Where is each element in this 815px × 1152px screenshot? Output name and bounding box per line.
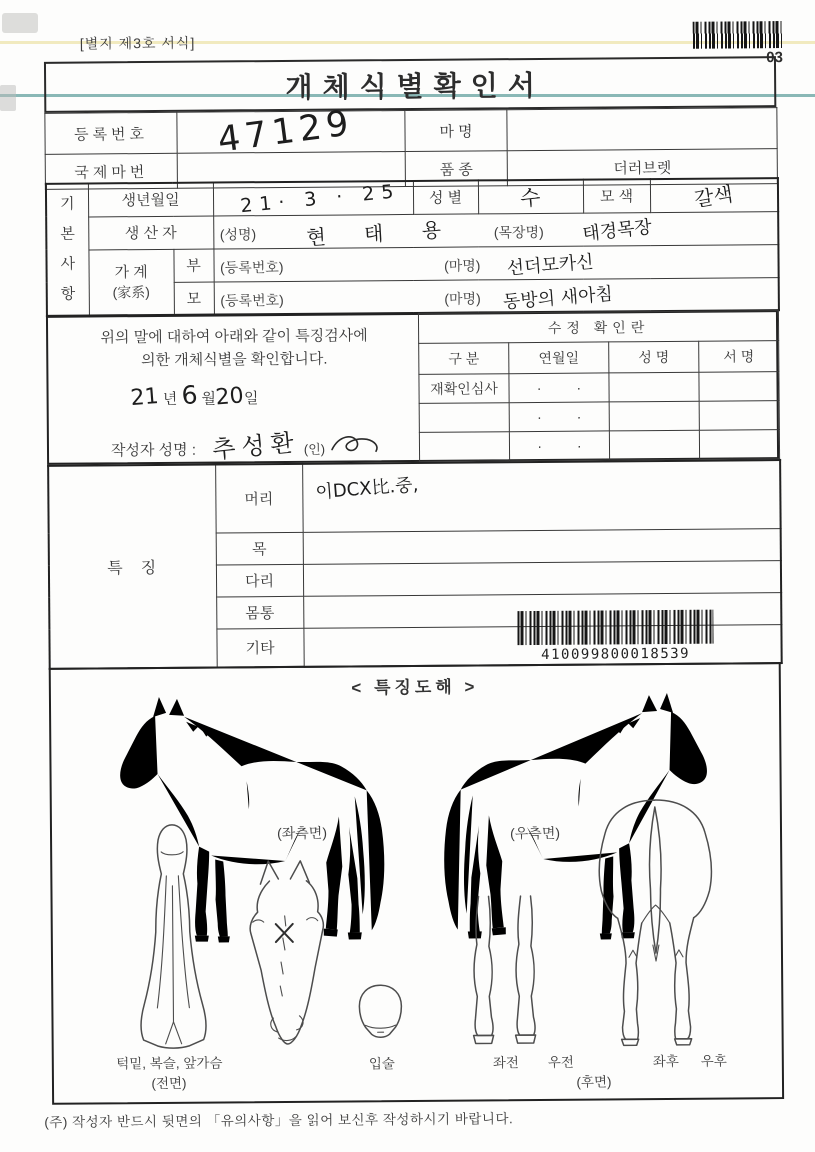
col-header-type: 구 분 — [419, 343, 509, 375]
front-right-leg-label: 우전 — [547, 1054, 574, 1070]
form-reference: [별지 제3호 서식] — [79, 34, 196, 52]
feature-head-label: 머리 — [215, 464, 303, 533]
producer-row-content — [213, 211, 778, 248]
reg-no-handwritten-value: 47129 — [215, 103, 356, 161]
illustration-title: < 특징도해 > — [351, 677, 479, 698]
writer-label: 작성자 성명 : — [110, 441, 197, 460]
sex-handwritten-value: 수 — [519, 184, 542, 211]
horse-muzzle-diagram — [353, 982, 407, 1040]
table-row: · · — [419, 430, 779, 462]
feature-legs-label: 다리 — [216, 564, 303, 597]
col-header-date: 연월일 — [509, 342, 609, 374]
breed-label: 품 종 — [405, 151, 507, 187]
writer-line — [110, 425, 382, 465]
producer-label: 생 산 자 — [88, 216, 213, 250]
horse-name-label: 마 명 — [405, 110, 507, 152]
id-barcode-number: 410099800018539 — [541, 645, 691, 663]
feature-etc-label: 기타 — [216, 628, 303, 668]
title-box — [44, 56, 776, 113]
rear-left-leg-label: 좌후 — [652, 1053, 679, 1070]
feature-illustration-box — [49, 662, 784, 1105]
dam-row-content — [214, 277, 779, 314]
right-side-label: (우측면) — [510, 824, 561, 842]
revision-confirm-table — [418, 310, 780, 462]
footer-note: (주) 작성자 반드시 뒷면의 「유의사항」을 읽어 보신후 작성하시기 바랍니다. — [44, 1111, 514, 1130]
horse-rear-diagram — [584, 795, 728, 1048]
sire-name-handwritten: 선더모카신 — [505, 251, 594, 279]
revision-table-title: 수정 확인란 — [418, 311, 778, 344]
feature-head-handwritten: 이DCX比.중, — [314, 474, 419, 504]
handwritten-x-mark — [276, 924, 293, 942]
farm-handwritten: 태경목장 — [580, 215, 653, 245]
left-side-label: (좌측면) — [276, 824, 328, 842]
page-number: 03 — [766, 49, 784, 67]
producer-name-label: (성명) — [219, 225, 257, 242]
sire-maname-label: (마명) — [443, 256, 481, 274]
confirmation-statement: 위의 말에 대하여 아래와 같이 특징검사에 의한 개체식별을 확인합니다. — [100, 327, 368, 370]
coat-color-handwritten-value: 갈색 — [692, 181, 736, 212]
birth-handwritten-value: 21· 3 · 25 — [238, 179, 401, 218]
coat-color-label: 모 색 — [583, 179, 650, 213]
document-title: 개체식별확인서 — [285, 69, 545, 103]
farm-label: (목장명) — [493, 223, 544, 240]
rear-right-leg-label: 우후 — [700, 1053, 727, 1069]
seal-label: (인) — [303, 441, 326, 457]
confirmation-date: 21 년 6 월20일 — [129, 380, 259, 412]
sire-label: 부 — [173, 249, 213, 282]
basic-section-label: 기 본 사 항 — [46, 183, 89, 315]
features-section-label: 특징 — [48, 465, 217, 669]
writer-signature-handwritten: 추성환 — [211, 428, 302, 465]
family-label: 가 계 (家系) — [88, 249, 174, 316]
feature-body-label: 몸통 — [216, 596, 303, 629]
breed-value: 더러브렛 — [507, 149, 777, 186]
dam-regno-label: (등록번호) — [220, 291, 284, 308]
producer-name-handwritten: 현 태 용 — [305, 216, 458, 250]
front-view-label: 턱밑, 복슬, 앞가슴 — [116, 1055, 223, 1072]
feature-neck-label: 목 — [216, 532, 303, 565]
sire-regno-label: (등록번호) — [220, 258, 284, 275]
horse-front-chest-diagram — [126, 821, 220, 1048]
signature-swirl — [329, 431, 381, 457]
lips-label: 입술 — [368, 1056, 395, 1072]
sex-label: 성 별 — [413, 180, 478, 214]
top-barcode — [693, 21, 783, 49]
dam-maname-label: (마명) — [444, 289, 481, 307]
horse-face-front-diagram — [232, 858, 337, 1049]
front-view-sublabel: (전면) — [151, 1075, 187, 1092]
col-header-sign: 서 명 — [699, 341, 779, 373]
birth-label: 생년월일 — [88, 183, 213, 217]
table-row: 재확인심사 · · — [419, 372, 779, 404]
front-legs-diagram — [463, 894, 548, 1047]
horse-name-value — [507, 108, 777, 151]
front-left-leg-label: 좌전 — [492, 1055, 519, 1071]
basic-info-table — [45, 177, 780, 317]
col-header-name: 성 명 — [609, 341, 699, 373]
table-row: · · — [419, 401, 779, 433]
id-barcode — [517, 610, 713, 646]
dam-label: 모 — [174, 282, 214, 315]
reg-no-label: 등록번호 — [45, 112, 177, 154]
rear-view-sublabel: (후면) — [576, 1074, 612, 1090]
dam-name-handwritten: 동방의 새아침 — [501, 283, 614, 313]
sire-row-content — [213, 244, 778, 281]
intl-no-label: 국제마번 — [45, 153, 177, 189]
